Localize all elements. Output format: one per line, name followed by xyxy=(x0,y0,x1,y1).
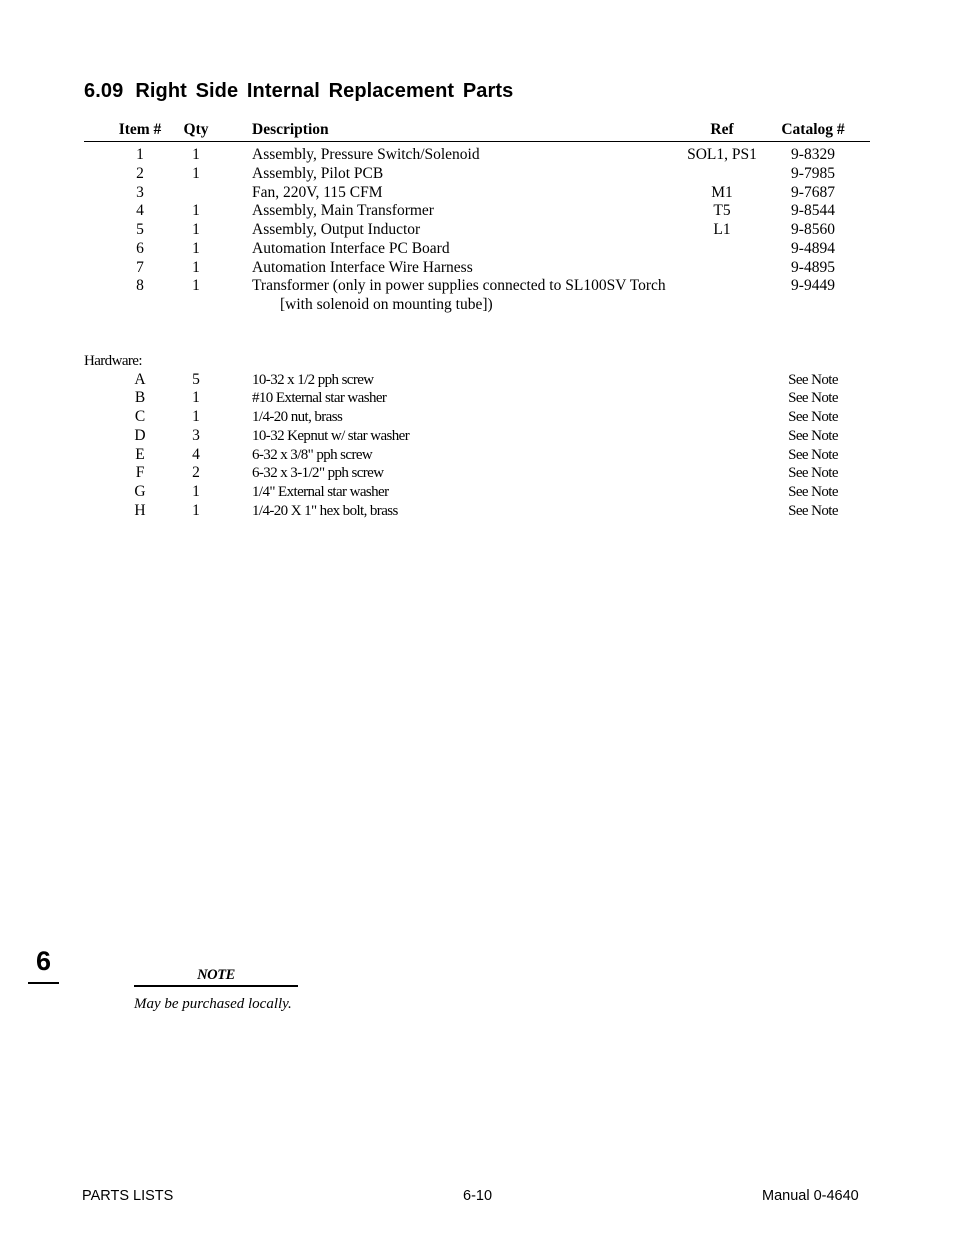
header-ref: Ref xyxy=(710,121,734,138)
row-qty: 1 xyxy=(192,389,200,406)
row-catalog: See Note xyxy=(788,390,838,406)
row-qty: 1 xyxy=(192,221,200,238)
row-catalog: 9-4895 xyxy=(791,259,835,276)
row-qty: 1 xyxy=(192,240,200,257)
row-catalog: See Note xyxy=(788,428,838,444)
section-number: 6.09 xyxy=(84,80,124,102)
row-catalog: See Note xyxy=(788,372,838,388)
section-heading xyxy=(84,80,513,103)
row-ref: SOL1, PS1 xyxy=(687,146,757,163)
row-catalog: See Note xyxy=(788,447,838,463)
row-description: 6-32 x 3-1/2" pph screw xyxy=(252,465,384,481)
row-item: G xyxy=(134,483,146,500)
footer-section-name: PARTS LISTS xyxy=(82,1188,174,1204)
row-qty: 1 xyxy=(192,146,200,163)
chapter-tab: 6 xyxy=(28,944,59,984)
row-item: A xyxy=(134,371,146,388)
row-item: E xyxy=(135,446,145,463)
row-description: Transformer (only in power supplies connected to SL100SV Torch xyxy=(252,277,666,294)
row-qty: 5 xyxy=(192,371,200,388)
row-description: Assembly, Pressure Switch/Solenoid xyxy=(252,146,480,163)
row-qty: 1 xyxy=(192,202,200,219)
row-qty: 3 xyxy=(192,427,200,444)
row-catalog: See Note xyxy=(788,484,838,500)
row-description: #10 External star washer xyxy=(252,390,387,406)
row-catalog: 9-8560 xyxy=(791,221,835,238)
row-qty: 2 xyxy=(192,464,200,481)
note-text: May be purchased locally. xyxy=(134,996,292,1012)
row-description: Automation Interface Wire Harness xyxy=(252,259,473,276)
hardware-label: Hardware: xyxy=(84,353,142,369)
row-description: 1/4-20 X 1" hex bolt, brass xyxy=(252,503,398,519)
row-qty: 1 xyxy=(192,259,200,276)
row-description: Assembly, Pilot PCB xyxy=(252,165,384,182)
row-item: F xyxy=(135,464,145,481)
row-catalog: 9-7687 xyxy=(791,184,835,201)
footer-manual-number: Manual 0-4640 xyxy=(762,1188,859,1204)
row-item: 5 xyxy=(136,221,144,238)
row-catalog: 9-9449 xyxy=(791,277,835,294)
row-catalog: 9-4894 xyxy=(791,240,835,257)
row-description: 1/4-20 nut, brass xyxy=(252,409,343,425)
header-item: Item # xyxy=(118,121,162,138)
row-catalog: 9-7985 xyxy=(791,165,835,182)
row-description: 10-32 x 1/2 pph screw xyxy=(252,372,374,388)
row-description: Assembly, Output Inductor xyxy=(252,221,421,238)
row-catalog: See Note xyxy=(788,409,838,425)
row-item: 6 xyxy=(136,240,144,257)
row-qty: 4 xyxy=(192,446,200,463)
header-catalog: Catalog # xyxy=(781,121,845,138)
row-item: D xyxy=(134,427,146,444)
row-item: B xyxy=(134,389,146,406)
row-item: 7 xyxy=(136,259,144,276)
row-ref: L1 xyxy=(713,221,731,238)
row-item: 3 xyxy=(136,184,144,201)
row-qty: 1 xyxy=(192,408,200,425)
section-title: Right Side Internal Replacement Parts xyxy=(135,80,514,102)
row-description: 1/4" External star washer xyxy=(252,484,389,500)
row-ref: M1 xyxy=(711,184,733,201)
row-description-continued: [with solenoid on mounting tube]) xyxy=(280,296,493,313)
row-item: 4 xyxy=(136,202,144,219)
row-qty: 1 xyxy=(192,502,200,519)
row-qty: 1 xyxy=(192,483,200,500)
header-description: Description xyxy=(252,121,329,138)
row-description: Assembly, Main Transformer xyxy=(252,202,434,219)
row-description: Automation Interface PC Board xyxy=(252,240,450,257)
row-qty: 1 xyxy=(192,165,200,182)
row-item: 1 xyxy=(136,146,144,163)
row-item: 2 xyxy=(136,165,144,182)
header-rule xyxy=(84,141,870,142)
footer-page-number: 6-10 xyxy=(463,1188,493,1204)
row-qty: 1 xyxy=(192,277,200,294)
row-catalog: See Note xyxy=(788,503,838,519)
row-item: C xyxy=(134,408,146,425)
row-catalog: 9-8544 xyxy=(791,202,835,219)
header-qty: Qty xyxy=(183,121,209,138)
row-item: H xyxy=(134,502,146,519)
row-catalog: 9-8329 xyxy=(791,146,835,163)
row-description: 10-32 Kepnut w/ star washer xyxy=(252,428,410,444)
row-item: 8 xyxy=(136,277,144,294)
row-catalog: See Note xyxy=(788,465,838,481)
row-description: 6-32 x 3/8" pph screw xyxy=(252,447,373,463)
note-divider xyxy=(134,985,298,987)
note-title: NOTE xyxy=(197,967,235,983)
row-ref: T5 xyxy=(713,202,731,219)
row-description: Fan, 220V, 115 CFM xyxy=(252,184,383,201)
